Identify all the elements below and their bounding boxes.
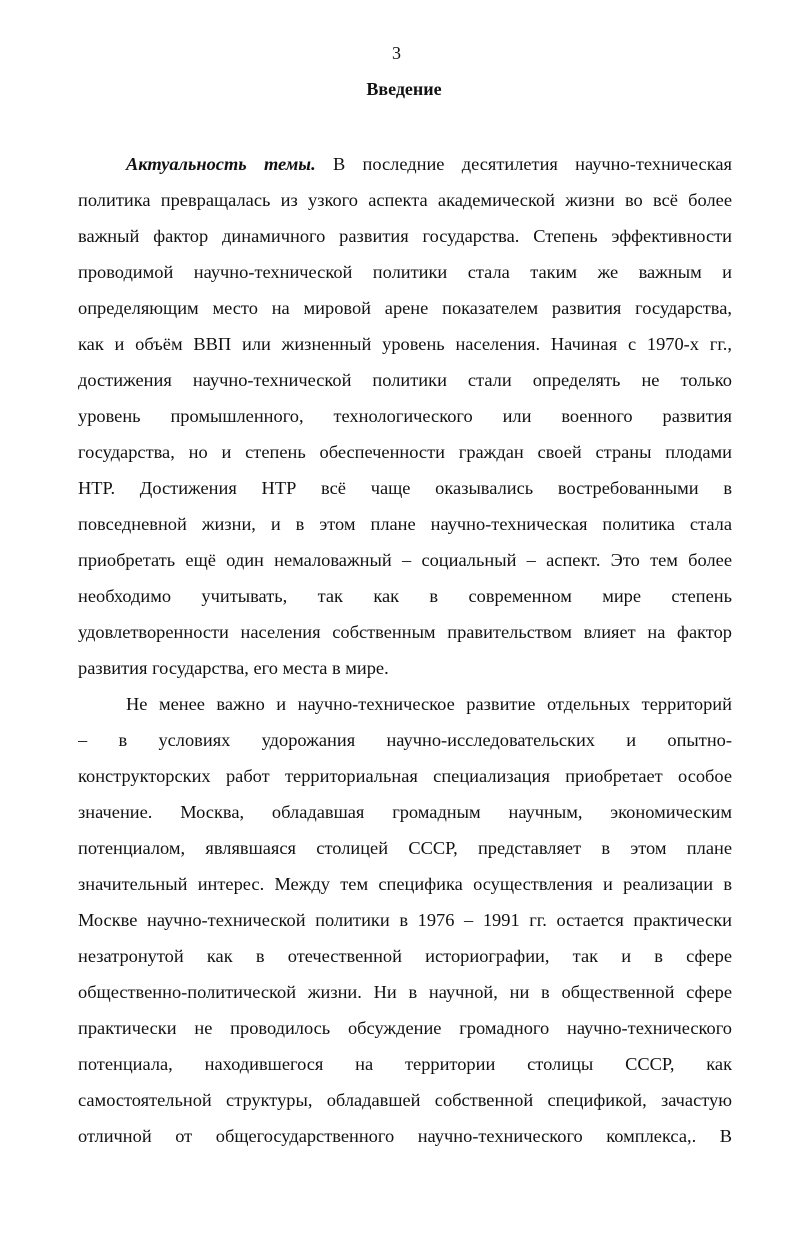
- text-line: Москве научно-технической политики в 1976 – 1991 гг. остается практически: [78, 910, 732, 930]
- text-line: [78, 146, 732, 182]
- text-line: самостоятельной структуры, обладавшей собственной спецификой, зачастую: [78, 1090, 732, 1110]
- text-line: – в условиях удорожания научно-исследовательских и опытно-: [78, 730, 732, 750]
- text-line: необходимо учитывать, так как в современном мире степень: [78, 586, 732, 606]
- text-line: государства, но и степень обеспеченности граждан своей страны плодами: [78, 442, 732, 462]
- text-line: достижения научно-технической политики стали определять не только: [78, 370, 732, 390]
- text-line: практически не проводилось обсуждение громадного научно-технического: [78, 1018, 732, 1038]
- text-line: как и объём ВВП или жизненный уровень населения. Начиная с 1970-х гг.,: [78, 334, 732, 354]
- paragraph-relevance: [78, 146, 732, 686]
- text-line: уровень промышленного, технологического или военного развития: [78, 406, 732, 426]
- text-line: политика превращалась из узкого аспекта академической жизни во всё более: [78, 190, 732, 210]
- section-heading: Введение: [366, 79, 442, 99]
- text-line: отличной от общегосударственного научно-технического комплекса,. В: [78, 1126, 732, 1146]
- text-line: определяющим место на мировой арене показателем развития государства,: [78, 298, 732, 318]
- text-line: потенциалом, являвшаяся столицей СССР, представляет в этом плане: [78, 838, 732, 858]
- text-line: проводимой научно-технической политики стала таким же важным и: [78, 262, 732, 282]
- text-line: незатронутой как в отечественной историографии, так и в сфере: [78, 946, 732, 966]
- text-line: Не менее важно и научно-техническое развитие отдельных территорий: [126, 694, 732, 714]
- text-line: повседневной жизни, и в этом плане научно-техническая политика стала: [78, 514, 732, 534]
- text-line: развития государства, его места в мире.: [78, 658, 389, 678]
- text-line: значение. Москва, обладавшая громадным научным, экономическим: [78, 802, 732, 822]
- text-line: НТР. Достижения НТР всё чаще оказывались востребованными в: [78, 478, 732, 498]
- text-line: потенциала, находившегося на территории столицы СССР, как: [78, 1054, 732, 1074]
- text-line: конструкторских работ территориальная специализация приобретает особое: [78, 766, 732, 786]
- text-line: значительный интерес. Между тем специфика осуществления и реализации в: [78, 874, 732, 894]
- page-number: 3: [392, 43, 401, 63]
- lead-phrase: Актуальность темы.: [126, 154, 316, 174]
- text-line: общественно-политической жизни. Ни в научной, ни в общественной сфере: [78, 982, 732, 1002]
- text-fragment: В последние десятилетия научно-техническая: [315, 154, 732, 174]
- text-line: важный фактор динамичного развития государства. Степень эффективности: [78, 226, 732, 246]
- paragraph-territories: [78, 686, 732, 1154]
- text-line: удовлетворенности населения собственным правительством влияет на фактор: [78, 622, 732, 642]
- text-line: приобретать ещё один немаловажный – социальный – аспект. Это тем более: [78, 550, 732, 570]
